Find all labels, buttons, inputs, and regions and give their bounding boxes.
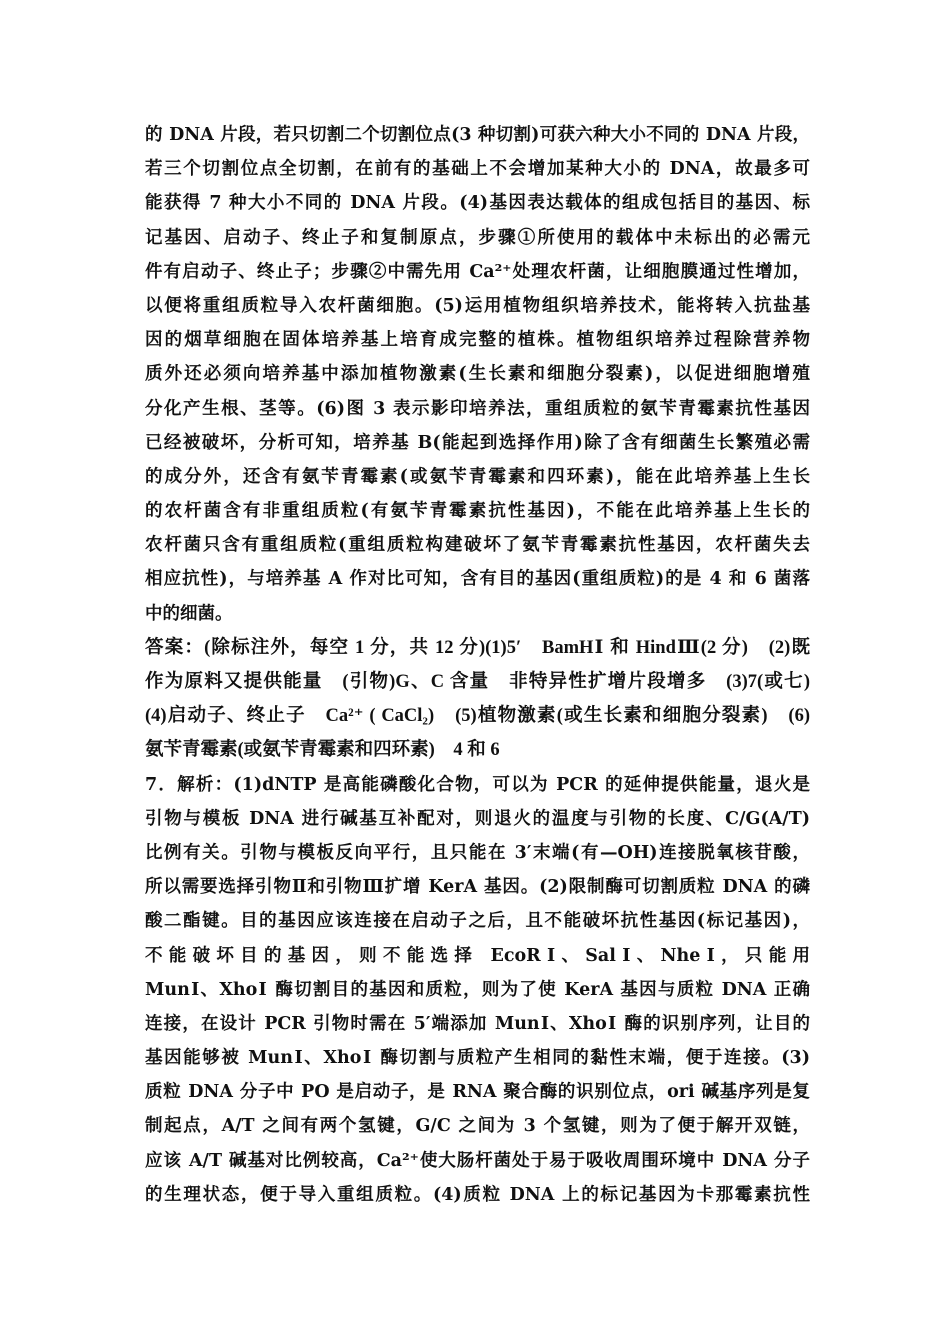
text-line: 的生理状态，便于导入重组质粒。(4)质粒 DNA 上的标记基因为卡那霉素抗性 — [145, 1184, 810, 1205]
analysis-q7 — [145, 768, 810, 1212]
text-line: 制起点，A/T 之间有两个氢键，G/C 之间为 3 个氢键，则为了便于解开双链， — [145, 1116, 810, 1137]
text-line: 记基因、启动子、终止子和复制原点，步骤①所使用的载体中未标出的必需元 — [145, 227, 810, 248]
text-line: 件有启动子、终止子；步骤②中需先用 Ca²⁺处理农杆菌，让细胞膜通过性增加， — [145, 261, 810, 282]
text-line: 7．解析：(1)dNTP 是高能磷酸化合物，可以为 PCR 的延伸提供能量，退火是 — [145, 774, 810, 795]
text-line: 中的细菌。 — [145, 603, 233, 624]
answer-line: 作为原料又提供能量 (引物)G、C 含量 非特异性扩增片段增多 (3)7(或七) — [145, 672, 810, 692]
text-line: MunⅠ、XhoⅠ 酶切割目的基因和质粒，则为了使 KerA 基因与质粒 DNA 正确 — [145, 979, 810, 1000]
answer-line: 答案：(除标注外，每空 1 分，共 12 分)(1)5′ BamHⅠ 和 HindⅢ(2 分) (2)既 — [145, 637, 810, 658]
text-line: 相应抗性)，与培养基 A 作对比可知，含有目的基因(重组质粒)的是 4 和 6 菌落 — [145, 569, 810, 590]
text-line: 质外还必须向培养基中添加植物激素(生长素和细胞分裂素)，以促进细胞增殖 — [145, 364, 810, 385]
text-line: 比例有关。引物与模板反向平行，且只能在 3′末端(有—OH)连接脱氧核苷酸， — [145, 842, 810, 863]
text-line: 若三个切割位点全切割，在前有的基础上不会增加某种大小的 DNA，故最多可 — [145, 159, 810, 180]
text-line: 的 DNA 片段，若只切割二个切割位点(3 种切割)可获六种大小不同的 DNA 片段， — [145, 125, 810, 145]
text-line: 引物与模板 DNA 进行碱基互补配对，则退火的温度与引物的长度、C/G(A/T) — [145, 808, 810, 829]
text-line: 应该 A/T 碱基对比例较高，Ca²⁺使大肠杆菌处于易于吸收周围环境中 DNA 分子 — [145, 1150, 810, 1171]
text-line: 能获得 7 种大小不同的 DNA 片段。(4)基因表达载体的组成包括目的基因、标 — [145, 193, 810, 214]
answer-line: (4)启动子、终止子 Ca²⁺ ( CaCl₂) (5)植物激素(或生长素和细胞分裂素) (6) — [145, 706, 810, 727]
answer-q6 — [145, 631, 810, 768]
document-page — [145, 118, 810, 1212]
text-line: 以便将重组质粒导入农杆菌细胞。(5)运用植物组织培养技术，能将转入抗盐基 — [145, 295, 810, 316]
text-line: 连接，在设计 PCR 引物时需在 5′端添加 MunⅠ、XhoⅠ 酶的识别序列，让目的 — [145, 1013, 810, 1034]
text-line: 的农杆菌含有非重组质粒(有氨苄青霉素抗性基因)，不能在此培养基上生长的 — [145, 501, 810, 522]
text-line: 质粒 DNA 分子中 PO 是启动子，是 RNA 聚合酶的识别位点，ori 碱基序列是复 — [145, 1082, 810, 1103]
text-line: 因的烟草细胞在固体培养基上培育成完整的植株。植物组织培养过程除营养物 — [145, 330, 810, 351]
analysis-q6-continued — [145, 118, 810, 631]
text-line: 的成分外，还含有氨苄青霉素(或氨苄青霉素和四环素)，能在此培养基上生长 — [145, 466, 810, 487]
text-line: 不能破坏目的基因，则不能选择 EcoRⅠ、SalⅠ、NheⅠ，只能用 — [145, 945, 810, 966]
text-line: 所以需要选择引物Ⅱ和引物Ⅲ扩增 KerA 基因。(2)限制酶可切割质粒 DNA 的磷 — [145, 877, 810, 898]
text-line: 已经被破坏，分析可知，培养基 B(能起到选择作用)除了含有细菌生长繁殖必需 — [145, 432, 810, 453]
text-line: 农杆菌只含有重组质粒(重组质粒构建破坏了氨苄青霉素抗性基因，农杆菌失去 — [145, 535, 810, 556]
text-line: 基因能够被 MunⅠ、XhoⅠ 酶切割与质粒产生相同的黏性末端，便于连接。(3) — [145, 1048, 810, 1069]
answer-line: 氨苄青霉素(或氨苄青霉素和四环素) 4 和 6 — [145, 740, 500, 761]
text-line: 分化产生根、茎等。(6)图 3 表示影印培养法，重组质粒的氨苄青霉素抗性基因 — [145, 398, 810, 419]
text-line: 酸二酯键。目的基因应该连接在启动子之后，且不能破坏抗性基因(标记基因)， — [145, 911, 810, 932]
